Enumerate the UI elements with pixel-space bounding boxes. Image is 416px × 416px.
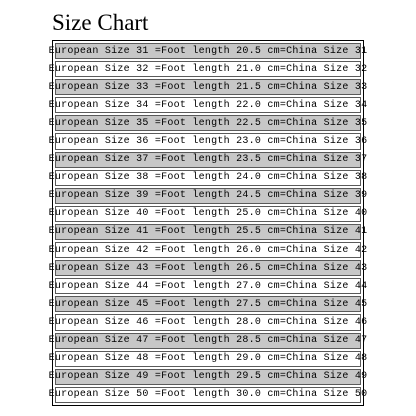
table-row: European Size 37 =Foot length 23.5 cm=China Size 37 (55, 152, 361, 168)
table-row: European Size 40 =Foot length 25.0 cm=China Size 40 (55, 206, 361, 222)
table-row: European Size 41 =Foot length 25.5 cm=China Size 41 (55, 224, 361, 240)
size-table (48, 40, 368, 406)
table-row: European Size 33 =Foot length 21.5 cm=China Size 33 (55, 79, 361, 95)
table-row: European Size 50 =Foot length 30.0 cm=China Size 50 (55, 387, 361, 403)
table-row: European Size 49 =Foot length 29.5 cm=China Size 49 (55, 369, 361, 385)
table-row: European Size 46 =Foot length 28.0 cm=China Size 46 (55, 314, 361, 330)
table-row: European Size 34 =Foot length 22.0 cm=China Size 34 (55, 97, 361, 113)
table-row: European Size 48 =Foot length 29.0 cm=China Size 48 (55, 351, 361, 367)
table-row: European Size 31 =Foot length 20.5 cm=China Size 31 (55, 43, 361, 59)
table-row: European Size 32 =Foot length 21.0 cm=China Size 32 (55, 61, 361, 77)
table-row: European Size 43 =Foot length 26.5 cm=China Size 43 (55, 260, 361, 276)
table-row: European Size 35 =Foot length 22.5 cm=China Size 35 (55, 115, 361, 131)
table-row: European Size 47 =Foot length 28.5 cm=China Size 47 (55, 333, 361, 349)
table-row: European Size 45 =Foot length 27.5 cm=China Size 45 (55, 296, 361, 312)
table-row: European Size 39 =Foot length 24.5 cm=China Size 39 (55, 188, 361, 204)
table-row: European Size 42 =Foot length 26.0 cm=China Size 42 (55, 242, 361, 258)
table-row: European Size 44 =Foot length 27.0 cm=China Size 44 (55, 278, 361, 294)
page-title: Size Chart (52, 10, 149, 35)
table-row: European Size 36 =Foot length 23.0 cm=China Size 36 (55, 133, 361, 149)
table-row: European Size 38 =Foot length 24.0 cm=China Size 38 (55, 170, 361, 186)
